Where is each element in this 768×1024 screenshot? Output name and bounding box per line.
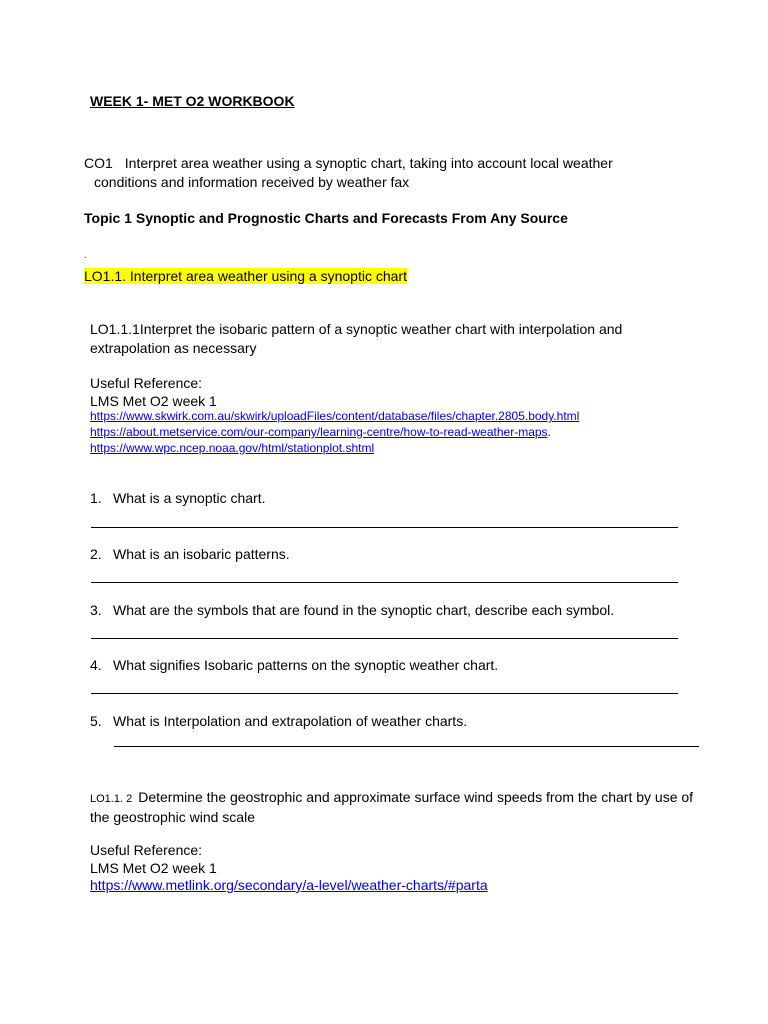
co1-text-line1: Interpret area weather using a synoptic chart, taking into account local weather [124, 155, 613, 171]
answer-line-2[interactable] [91, 582, 678, 583]
question-3: 3. What are the symbols that are found in the synoptic chart, describe each symbol. [90, 602, 615, 618]
workbook-title: WEEK 1- MET O2 WORKBOOK [90, 93, 295, 109]
topic-heading: Topic 1 Synoptic and Prognostic Charts and Forecasts From Any Source [84, 210, 568, 226]
question-5: 5. What is Interpolation and extrapolation of weather charts. [90, 713, 468, 729]
learning-outcome-1-1: LO1.1. Interpret area weather using a synoptic chart [84, 268, 407, 284]
co1-code: CO1 [84, 155, 113, 171]
reference-label: Useful Reference: [90, 842, 203, 858]
useful-reference-1 [90, 374, 217, 410]
metlink-link[interactable]: https://www.metlink.org/secondary/a-level/weather-charts/#parta [90, 877, 488, 893]
stray-period: . [84, 250, 87, 260]
learning-outcome-1-1-1: LO1.1.1Interpret the isobaric pattern of a synoptic weather chart with interpolation and extrapolation as necessary [90, 321, 623, 356]
lo112-code: LO1.1. 2 [90, 793, 133, 805]
noaa-stationplot-link[interactable]: https://www.wpc.ncep.noaa.gov/html/stationplot.shtml [90, 441, 375, 455]
lo112-text: Determine the geostrophic and approximate surface wind speeds from the chart by use of the geostrophic wind scale [90, 789, 694, 825]
question-1: 1. What is a synoptic chart. [90, 490, 266, 506]
skwirk-link[interactable]: https://www.skwirk.com.au/skwirk/uploadFiles/content/database/files/chapter.2805.body.html [90, 409, 580, 423]
reference-label: Useful Reference: [90, 375, 203, 391]
answer-line-1[interactable] [91, 527, 678, 528]
link-suffix: . [547, 425, 551, 439]
useful-reference-2 [90, 841, 217, 877]
reference-links-2 [90, 877, 488, 893]
reference-source: LMS Met O2 week 1 [90, 860, 217, 876]
course-outcome-co1 [84, 154, 684, 192]
co1-text-line2: conditions and information received by weather fax [94, 174, 410, 190]
reference-source: LMS Met O2 week 1 [90, 393, 217, 409]
metservice-link[interactable]: https://about.metservice.com/our-company/learning-centre/how-to-read-weather-maps [90, 425, 548, 439]
learning-outcome-1-1-2 [90, 788, 710, 826]
reference-links-1 [90, 408, 579, 456]
answer-line-4[interactable] [91, 693, 678, 694]
answer-line-3[interactable] [91, 638, 678, 639]
question-4: 4. What signifies Isobaric patterns on the synoptic weather chart. [90, 657, 499, 673]
question-2: 2. What is an isobaric patterns. [90, 546, 290, 562]
answer-line-5[interactable] [114, 746, 699, 747]
